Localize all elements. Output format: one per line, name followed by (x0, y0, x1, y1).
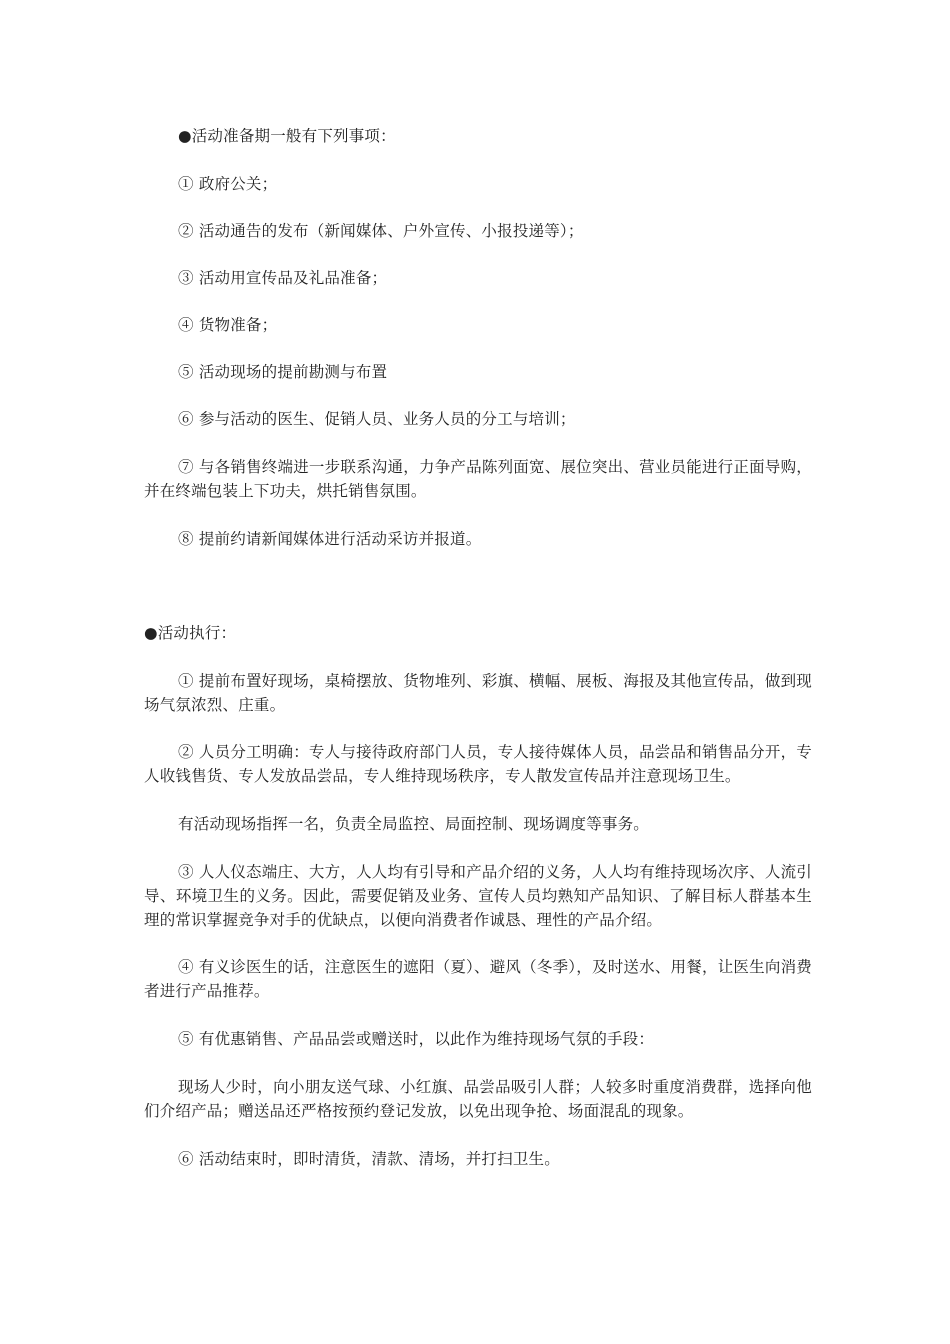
prep-item-3: ③ 活动用宣传品及礼品准备； (178, 269, 388, 287)
exec-note-crowd: 现场人少时，向小朋友送气球、小红旗、品尝品吸引人群；人较多时重度消费群，选择向他们介绍产品；赠送品还严格按预约登记发放，以免出现争抢、场面混乱的现象。 (144, 1078, 812, 1120)
prep-item-1: ① 政府公关； (178, 175, 278, 193)
prep-item-5: ⑤ 活动现场的提前勘测与布置 (178, 363, 388, 381)
prep-item-7: ⑦ 与各销售终端进一步联系沟通，力争产品陈列面宽、展位突出、营业员能进行正面导购，并在终端包装上下功夫，烘托销售氛围。 (144, 458, 812, 500)
exec-item-6: ⑥ 活动结束时，即时清货，清款、清场，并打扫卫生。 (178, 1150, 560, 1168)
exec-item-4: ④ 有义诊医生的话，注意医生的遮阳（夏）、避风（冬季），及时送水、用餐，让医生向消费者进行产品推荐。 (144, 958, 812, 1000)
exec-item-5: ⑤ 有优惠销售、产品品尝或赠送时，以此作为维持现场气氛的手段： (178, 1030, 655, 1048)
prep-item-4: ④ 货物准备； (178, 316, 278, 334)
exec-note-commander: 有活动现场指挥一名，负责全局监控、局面控制、现场调度等事务。 (178, 815, 650, 833)
exec-item-1: ① 提前布置好现场，桌椅摆放、货物堆列、彩旗、横幅、展板、海报及其他宣传品，做到现场气氛浓烈、庄重。 (144, 672, 812, 714)
prep-heading: ●活动准备期一般有下列事项： (178, 127, 396, 145)
exec-item-3: ③ 人人仪态端庄、大方，人人均有引导和产品介绍的义务，人人均有维持现场次序、人流引导、环境卫生的义务。因此，需要促销及业务、宣传人员均熟知产品知识、了解目标人群基本生理的常识掌握竞争对手的优缺点，以便向消费者作诚恳、理性的产品介绍。 (144, 863, 812, 929)
prep-item-6: ⑥ 参与活动的医生、促销人员、业务人员的分工与培训； (178, 410, 576, 428)
exec-heading: ●活动执行： (144, 624, 237, 642)
exec-item-2: ② 人员分工明确：专人与接待政府部门人员，专人接待媒体人员，品尝品和销售品分开，专人收钱售货、专人发放品尝品，专人维持现场秩序，专人散发宣传品并注意现场卫生。 (144, 743, 812, 785)
prep-item-2: ② 活动通告的发布（新闻媒体、户外宣传、小报投递等）； (178, 222, 584, 240)
prep-item-8: ⑧ 提前约请新闻媒体进行活动采访并报道。 (178, 530, 482, 548)
